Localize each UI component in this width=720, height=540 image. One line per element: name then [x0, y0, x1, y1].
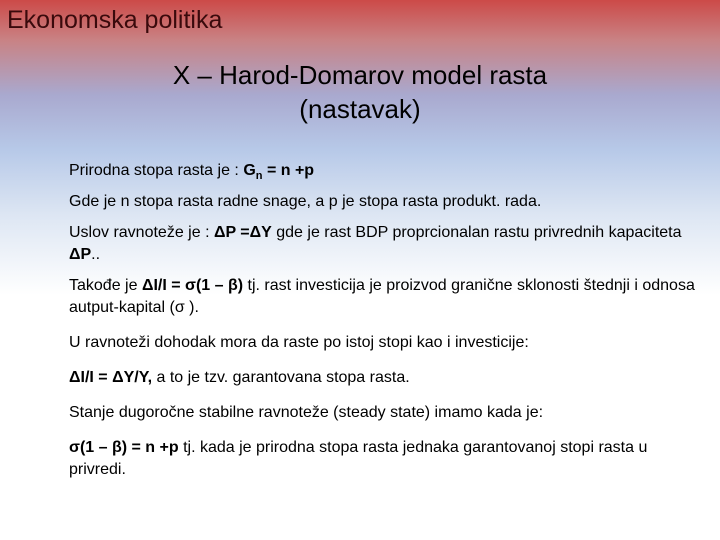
p3-formula: ΔP =ΔY: [213, 224, 272, 241]
paragraph-warranted-rate: [69, 367, 699, 389]
p6-text-b: a to je tzv. garantovana stopa rasta.: [152, 369, 410, 386]
p3-text-a: Uslov ravnoteže je :: [69, 224, 214, 241]
slide-title: [0, 58, 720, 126]
header-title: Ekonomska politika: [7, 6, 223, 34]
p4-text-b: tj. rast investicija je proizvod granične sklonosti štednji i odnosa autput-kapital (σ ).: [69, 277, 695, 316]
p4-formula: ΔI/I = σ(1 – β): [141, 277, 244, 294]
p1-formula-base: G: [243, 162, 256, 179]
p4-text-a: Takođe je: [69, 277, 142, 294]
paragraph-equilibrium-condition: [69, 222, 699, 266]
paragraph-investment-growth: [69, 275, 699, 319]
slide-title-line-1: X – Harod-Domarov model rasta: [172, 60, 548, 90]
paragraph-definitions: Gde je n stopa rasta radne snage, a p je stopa rasta produkt. rada.: [69, 193, 542, 210]
p1-formula-rest: = n +p: [262, 162, 315, 179]
p6-formula: ΔI/I = ΔY/Y,: [69, 369, 153, 386]
paragraph-natural-growth-rate: [69, 160, 699, 182]
paragraph-steady-state: Stanje dugoročne stabilne ravnoteže (steady state) imamo kada je:: [69, 404, 544, 421]
p8-formula: σ(1 – β) = n +p: [69, 439, 179, 456]
slide-title-line-2: (nastavak): [299, 94, 421, 124]
p1-formula-sub: n: [255, 170, 263, 182]
p3-text-c: ..: [91, 246, 101, 263]
p3-formula-2: ΔP: [69, 246, 92, 263]
slide-content: [69, 160, 699, 481]
p3-text-b: gde je rast BDP proprcionalan rastu privrednih kapaciteta: [271, 224, 682, 241]
p1-text: Prirodna stopa rasta je :: [69, 162, 244, 179]
p8-text-b: tj. kada je prirodna stopa rasta jednaka garantovanoj stopi rasta u privredi.: [69, 439, 648, 478]
paragraph-income-growth: U ravnoteži dohodak mora da raste po istoj stopi kao i investicije:: [69, 334, 529, 351]
paragraph-steady-state-condition: [69, 437, 699, 481]
